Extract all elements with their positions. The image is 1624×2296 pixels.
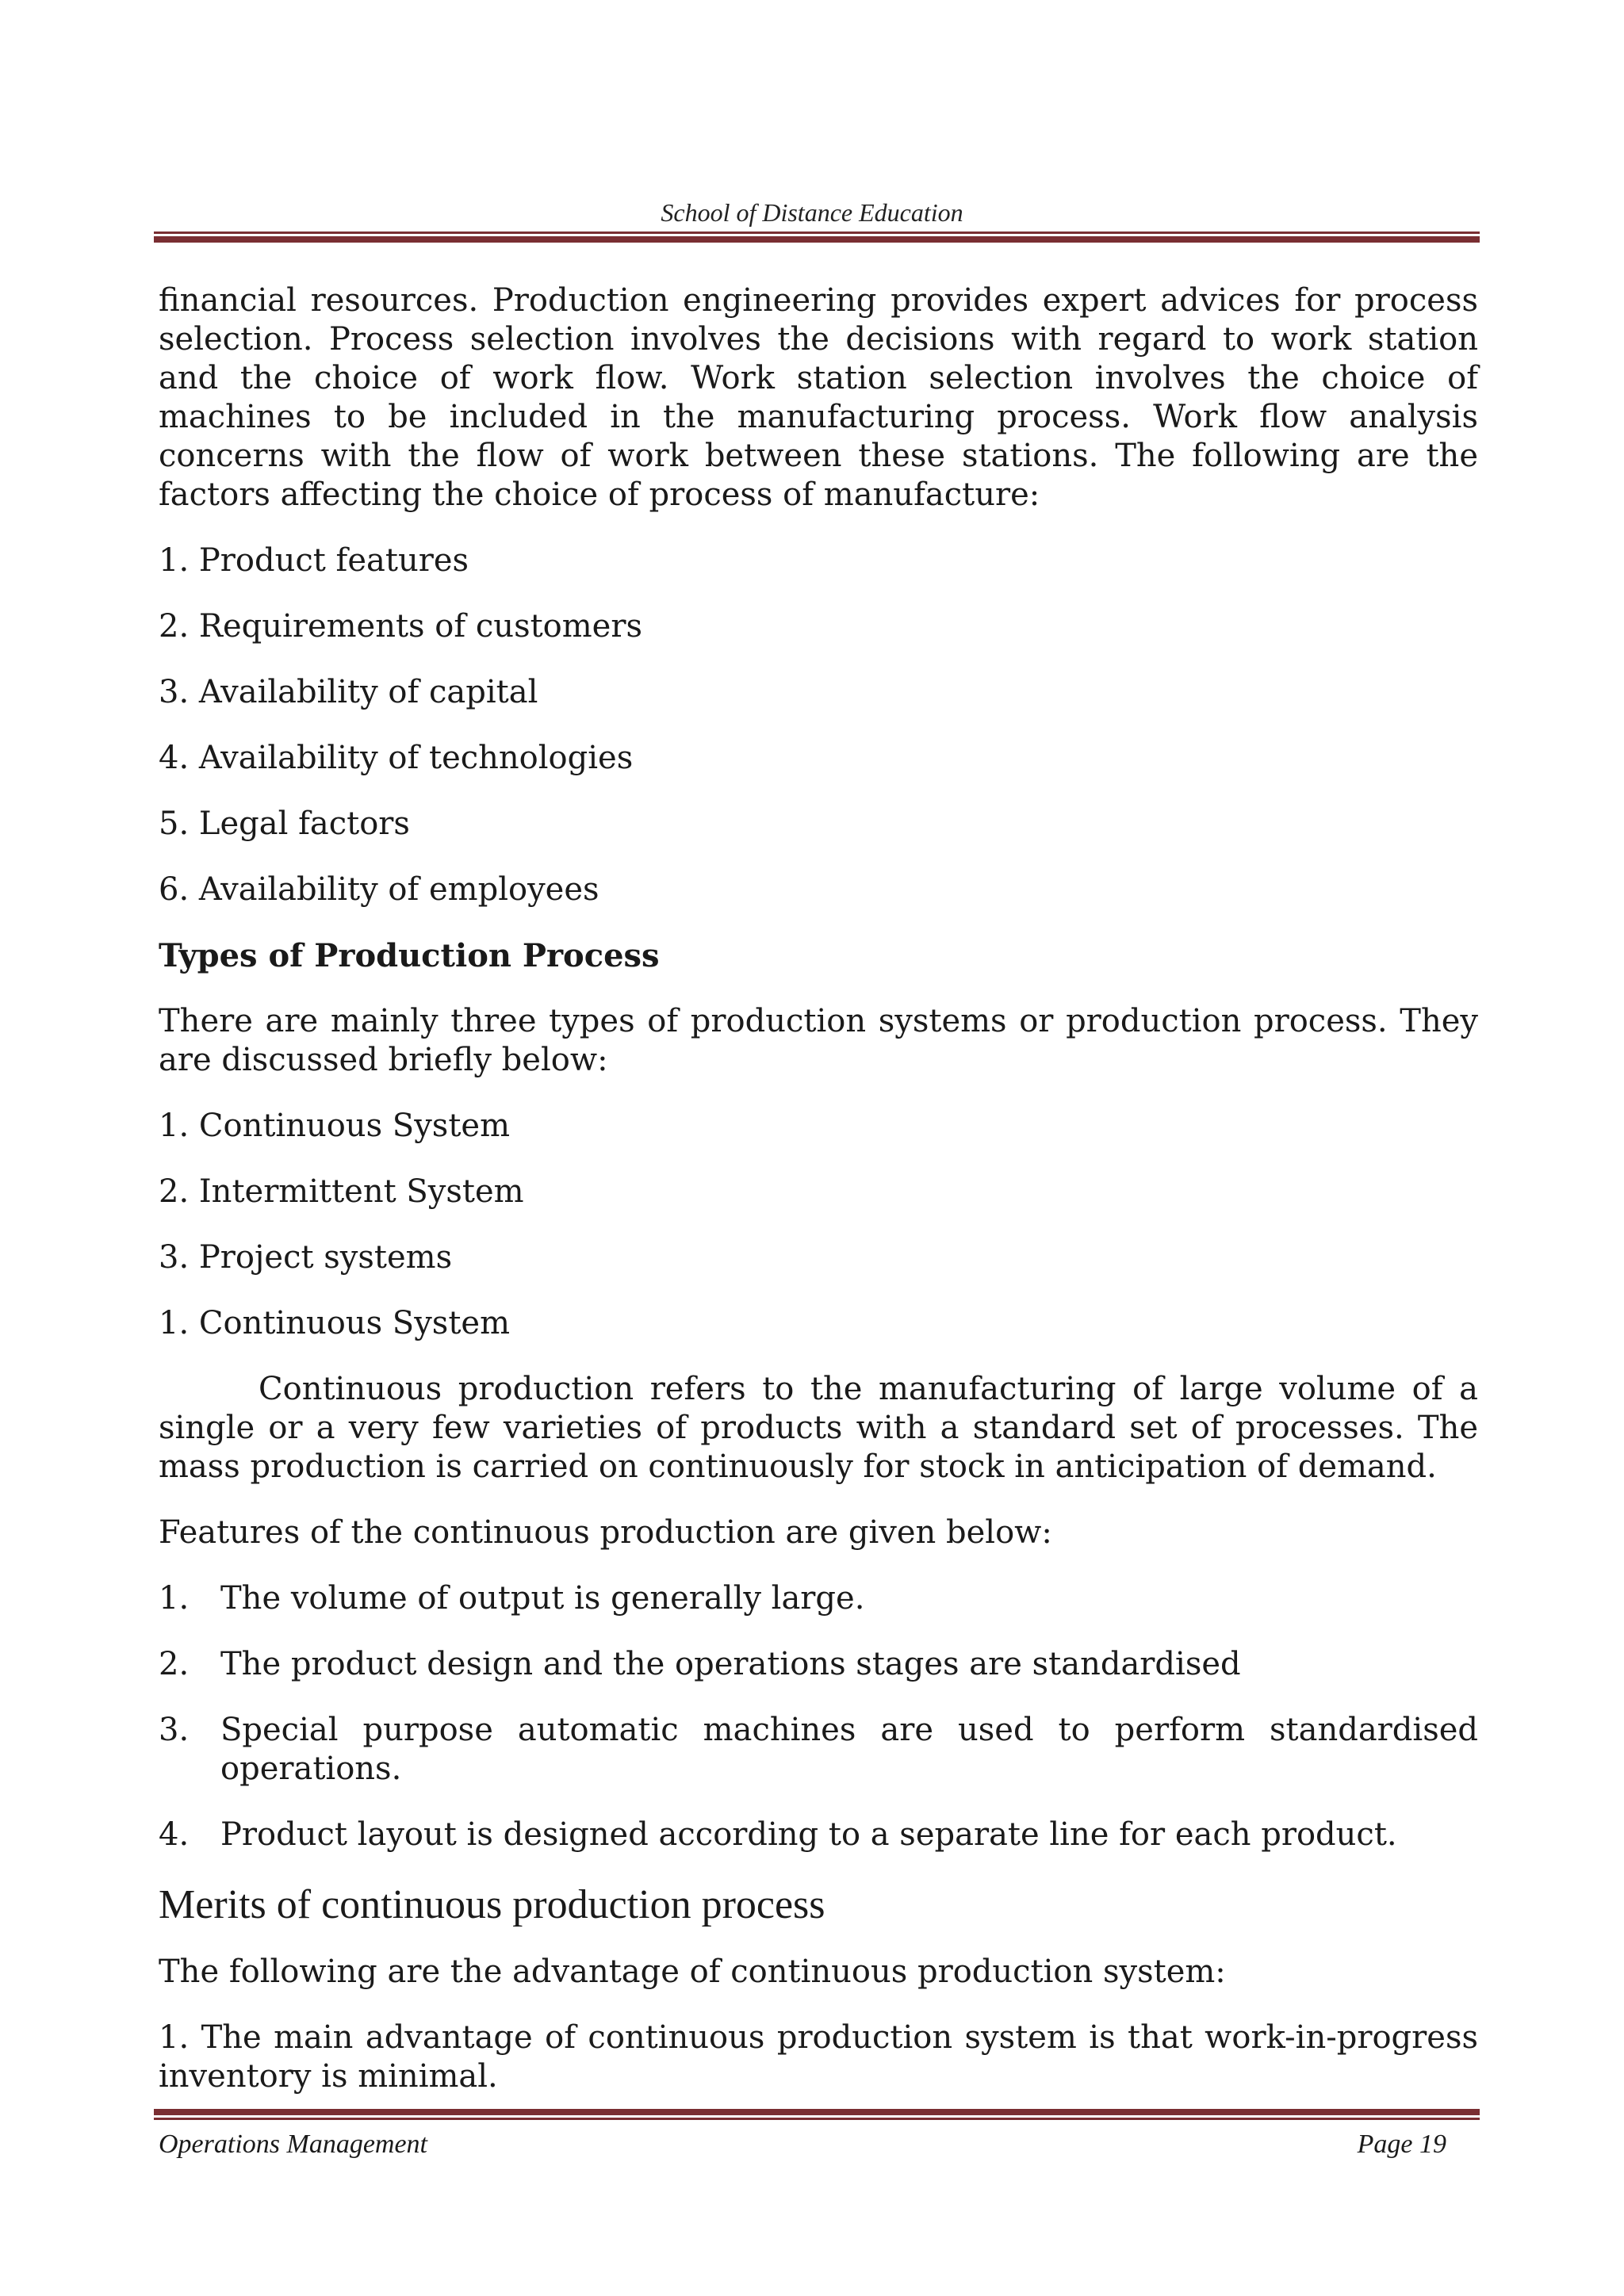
type-item: 3. Project systems xyxy=(159,1239,453,1276)
feature-number: 1. xyxy=(159,1580,190,1617)
merits-heading: Merits of continuous production process xyxy=(159,1882,825,1927)
factor-item: 1. Product features xyxy=(159,542,469,579)
feature-text: Product layout is designed according to a separate line for each product. xyxy=(220,1816,1397,1853)
page-body xyxy=(159,281,1478,2123)
factor-item: 6. Availability of employees xyxy=(159,871,599,908)
feature-item xyxy=(159,1645,1478,1684)
footer-course-title: Operations Management xyxy=(159,2130,428,2159)
feature-item xyxy=(159,1711,1478,1789)
factor-item: 4. Availability of technologies xyxy=(159,740,634,776)
intro-paragraph: financial resources. Production engineering provides expert advices for process selection. Process selection involves the decisions with regard to work station and the choice of work flow. Work station selection involves the choice of machines to be included in the manufacturing process. Work flow analysis concerns with the flow of work between these stations. The following are the factors affecting the choice of process of manufacture: xyxy=(159,282,1478,513)
feature-text: The product design and the operations stages are standardised xyxy=(220,1646,1241,1682)
feature-item xyxy=(159,1816,1478,1854)
merits-intro: The following are the advantage of continuous production system: xyxy=(159,1954,1226,1990)
feature-number: 3. xyxy=(159,1712,190,1748)
feature-item xyxy=(159,1579,1478,1618)
footer-rule xyxy=(154,2109,1480,2120)
feature-number: 2. xyxy=(159,1646,190,1682)
merit-item: 1. The main advantage of continuous production system is that work-in-progress inventory is minimal. xyxy=(159,2019,1478,2095)
feature-number: 4. xyxy=(159,1816,190,1853)
header-rule xyxy=(154,232,1480,243)
feature-text: The volume of output is generally large. xyxy=(220,1580,865,1617)
type-item: 1. Continuous System xyxy=(159,1108,511,1144)
footer-page-number: Page 19 xyxy=(1357,2130,1446,2159)
factor-item: 2. Requirements of customers xyxy=(159,608,642,645)
types-intro-paragraph: There are mainly three types of production systems or production process. They are discussed briefly below: xyxy=(159,1003,1478,1078)
factor-item: 5. Legal factors xyxy=(159,806,410,842)
features-intro: Features of the continuous production are given below: xyxy=(159,1514,1052,1551)
continuous-paragraph: Continuous production refers to the manufacturing of large volume of a single or a very few varieties of products with a standard set of processes. The mass production is carried on continuously for stock in anticipation of demand. xyxy=(159,1371,1478,1485)
factor-item: 3. Availability of capital xyxy=(159,674,538,710)
type-item: 1. Continuous System xyxy=(159,1305,511,1341)
page-header-title: School of Distance Education xyxy=(661,198,963,227)
feature-text: Special purpose automatic machines are used to perform standardised operations. xyxy=(220,1712,1478,1787)
types-heading: Types of Production Process xyxy=(159,937,660,974)
type-item: 2. Intermittent System xyxy=(159,1173,524,1210)
